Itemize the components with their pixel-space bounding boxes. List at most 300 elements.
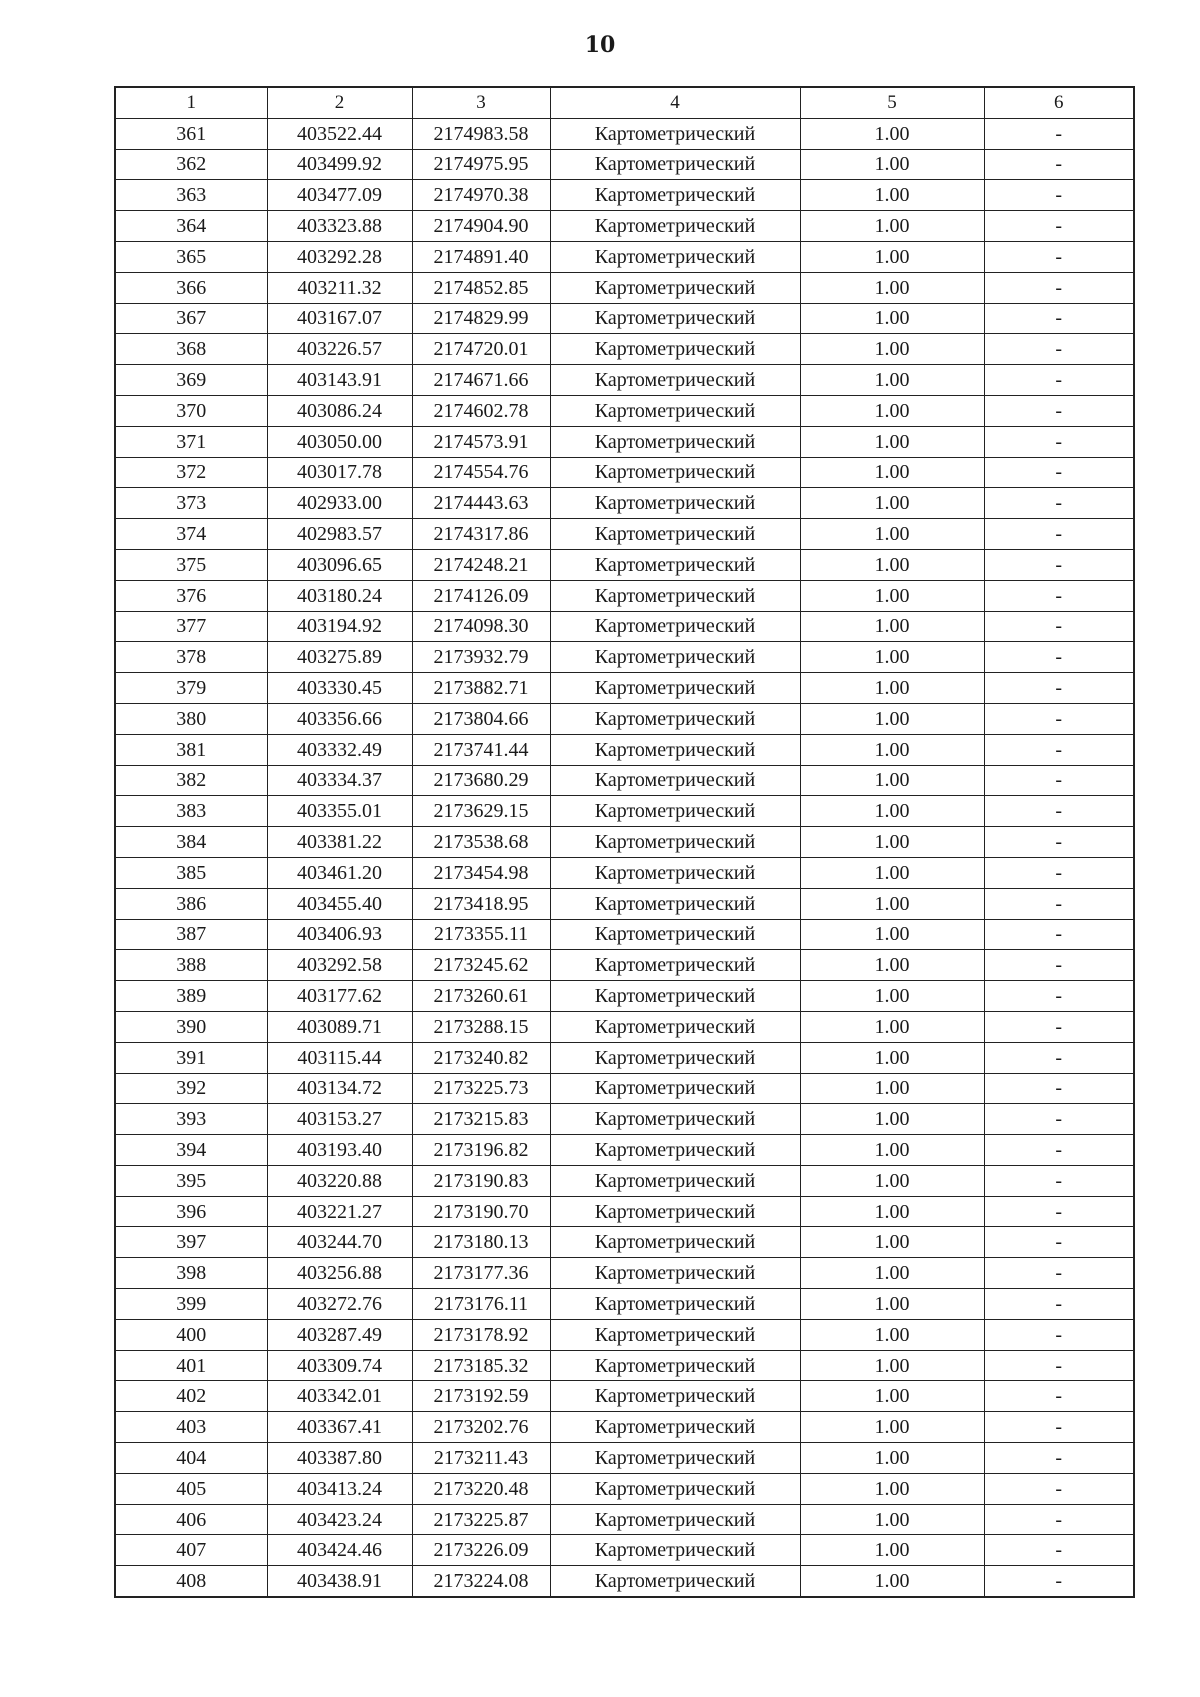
method-cell: Картометрический (550, 1535, 800, 1566)
method-cell: Картометрический (550, 796, 800, 827)
table-row (115, 919, 1134, 950)
table-row (115, 180, 1134, 211)
page-number: 10 (584, 32, 616, 58)
method-cell: Картометрический (550, 981, 800, 1012)
accuracy-cell: 1.00 (800, 1073, 984, 1104)
x-coordinate-cell: 403423.24 (267, 1504, 412, 1535)
y-coordinate-cell: 2173260.61 (412, 981, 550, 1012)
y-coordinate-cell: 2174573.91 (412, 426, 550, 457)
accuracy-cell: 1.00 (800, 919, 984, 950)
x-coordinate-cell: 403221.27 (267, 1196, 412, 1227)
y-coordinate-cell: 2174248.21 (412, 549, 550, 580)
y-coordinate-cell: 2173538.68 (412, 827, 550, 858)
y-coordinate-cell: 2173680.29 (412, 765, 550, 796)
x-coordinate-cell: 403096.65 (267, 549, 412, 580)
y-coordinate-cell: 2174443.63 (412, 488, 550, 519)
note-cell: - (984, 1227, 1134, 1258)
table-row (115, 1319, 1134, 1350)
point-number-cell: 372 (115, 457, 267, 488)
x-coordinate-cell: 403194.92 (267, 611, 412, 642)
accuracy-cell: 1.00 (800, 888, 984, 919)
point-number-cell: 399 (115, 1289, 267, 1320)
point-number-cell: 381 (115, 734, 267, 765)
y-coordinate-cell: 2173180.13 (412, 1227, 550, 1258)
y-coordinate-cell: 2173190.70 (412, 1196, 550, 1227)
table-row (115, 1443, 1134, 1474)
note-cell: - (984, 1504, 1134, 1535)
y-coordinate-cell: 2173225.87 (412, 1504, 550, 1535)
accuracy-cell: 1.00 (800, 1165, 984, 1196)
x-coordinate-cell: 403381.22 (267, 827, 412, 858)
x-coordinate-cell: 403413.24 (267, 1473, 412, 1504)
x-coordinate-cell: 403356.66 (267, 703, 412, 734)
column-header: 6 (984, 87, 1134, 118)
note-cell: - (984, 703, 1134, 734)
note-cell: - (984, 334, 1134, 365)
y-coordinate-cell: 2173178.92 (412, 1319, 550, 1350)
accuracy-cell: 1.00 (800, 580, 984, 611)
point-number-cell: 362 (115, 149, 267, 180)
table-row (115, 365, 1134, 396)
method-cell: Картометрический (550, 1504, 800, 1535)
y-coordinate-cell: 2174602.78 (412, 395, 550, 426)
x-coordinate-cell: 403153.27 (267, 1104, 412, 1135)
table-row (115, 1350, 1134, 1381)
accuracy-cell: 1.00 (800, 334, 984, 365)
y-coordinate-cell: 2173225.73 (412, 1073, 550, 1104)
x-coordinate-cell: 403180.24 (267, 580, 412, 611)
y-coordinate-cell: 2173804.66 (412, 703, 550, 734)
point-number-cell: 388 (115, 950, 267, 981)
accuracy-cell: 1.00 (800, 673, 984, 704)
x-coordinate-cell: 403017.78 (267, 457, 412, 488)
point-number-cell: 377 (115, 611, 267, 642)
point-number-cell: 375 (115, 549, 267, 580)
x-coordinate-cell: 403220.88 (267, 1165, 412, 1196)
y-coordinate-cell: 2173932.79 (412, 642, 550, 673)
point-number-cell: 366 (115, 272, 267, 303)
method-cell: Картометрический (550, 303, 800, 334)
y-coordinate-cell: 2174904.90 (412, 211, 550, 242)
accuracy-cell: 1.00 (800, 1443, 984, 1474)
method-cell: Картометрический (550, 1104, 800, 1135)
x-coordinate-cell: 403272.76 (267, 1289, 412, 1320)
table-row (115, 642, 1134, 673)
note-cell: - (984, 1443, 1134, 1474)
accuracy-cell: 1.00 (800, 1258, 984, 1289)
y-coordinate-cell: 2174891.40 (412, 241, 550, 272)
method-cell: Картометрический (550, 334, 800, 365)
accuracy-cell: 1.00 (800, 118, 984, 149)
method-cell: Картометрический (550, 1042, 800, 1073)
table-row (115, 1073, 1134, 1104)
accuracy-cell: 1.00 (800, 488, 984, 519)
note-cell: - (984, 1289, 1134, 1320)
method-cell: Картометрический (550, 1412, 800, 1443)
point-number-cell: 383 (115, 796, 267, 827)
note-cell: - (984, 1319, 1134, 1350)
method-cell: Картометрический (550, 1227, 800, 1258)
column-header: 5 (800, 87, 984, 118)
accuracy-cell: 1.00 (800, 981, 984, 1012)
accuracy-cell: 1.00 (800, 303, 984, 334)
point-number-cell: 394 (115, 1135, 267, 1166)
accuracy-cell: 1.00 (800, 857, 984, 888)
note-cell: - (984, 1258, 1134, 1289)
note-cell: - (984, 272, 1134, 303)
x-coordinate-cell: 403522.44 (267, 118, 412, 149)
y-coordinate-cell: 2174983.58 (412, 118, 550, 149)
method-cell: Картометрический (550, 642, 800, 673)
table-row (115, 1011, 1134, 1042)
x-coordinate-cell: 403167.07 (267, 303, 412, 334)
table-row (115, 1535, 1134, 1566)
method-cell: Картометрический (550, 457, 800, 488)
table-row (115, 981, 1134, 1012)
note-cell: - (984, 1535, 1134, 1566)
method-cell: Картометрический (550, 827, 800, 858)
y-coordinate-cell: 2174671.66 (412, 365, 550, 396)
note-cell: - (984, 1165, 1134, 1196)
point-number-cell: 378 (115, 642, 267, 673)
method-cell: Картометрический (550, 1566, 800, 1597)
table-row (115, 950, 1134, 981)
point-number-cell: 405 (115, 1473, 267, 1504)
x-coordinate-cell: 403323.88 (267, 211, 412, 242)
y-coordinate-cell: 2173240.82 (412, 1042, 550, 1073)
accuracy-cell: 1.00 (800, 642, 984, 673)
table-row (115, 703, 1134, 734)
method-cell: Картометрический (550, 1443, 800, 1474)
accuracy-cell: 1.00 (800, 950, 984, 981)
note-cell: - (984, 1042, 1134, 1073)
y-coordinate-cell: 2174829.99 (412, 303, 550, 334)
accuracy-cell: 1.00 (800, 1227, 984, 1258)
coordinates-table (114, 86, 1135, 1598)
y-coordinate-cell: 2174852.85 (412, 272, 550, 303)
x-coordinate-cell: 403292.28 (267, 241, 412, 272)
point-number-cell: 386 (115, 888, 267, 919)
accuracy-cell: 1.00 (800, 703, 984, 734)
accuracy-cell: 1.00 (800, 395, 984, 426)
method-cell: Картометрический (550, 1350, 800, 1381)
x-coordinate-cell: 403455.40 (267, 888, 412, 919)
note-cell: - (984, 950, 1134, 981)
method-cell: Картометрический (550, 549, 800, 580)
method-cell: Картометрический (550, 519, 800, 550)
method-cell: Картометрический (550, 1289, 800, 1320)
note-cell: - (984, 734, 1134, 765)
table-row (115, 549, 1134, 580)
x-coordinate-cell: 403275.89 (267, 642, 412, 673)
x-coordinate-cell: 403438.91 (267, 1566, 412, 1597)
x-coordinate-cell: 403499.92 (267, 149, 412, 180)
y-coordinate-cell: 2174720.01 (412, 334, 550, 365)
accuracy-cell: 1.00 (800, 1042, 984, 1073)
x-coordinate-cell: 403367.41 (267, 1412, 412, 1443)
note-cell: - (984, 457, 1134, 488)
point-number-cell: 387 (115, 919, 267, 950)
y-coordinate-cell: 2173418.95 (412, 888, 550, 919)
table-row (115, 1258, 1134, 1289)
method-cell: Картометрический (550, 611, 800, 642)
accuracy-cell: 1.00 (800, 426, 984, 457)
y-coordinate-cell: 2173288.15 (412, 1011, 550, 1042)
method-cell: Картометрический (550, 1196, 800, 1227)
x-coordinate-cell: 403256.88 (267, 1258, 412, 1289)
point-number-cell: 365 (115, 241, 267, 272)
note-cell: - (984, 580, 1134, 611)
method-cell: Картометрический (550, 1135, 800, 1166)
method-cell: Картометрический (550, 1073, 800, 1104)
table-row (115, 857, 1134, 888)
point-number-cell: 371 (115, 426, 267, 457)
x-coordinate-cell: 403226.57 (267, 334, 412, 365)
table-row (115, 457, 1134, 488)
x-coordinate-cell: 403086.24 (267, 395, 412, 426)
method-cell: Картометрический (550, 241, 800, 272)
x-coordinate-cell: 403334.37 (267, 765, 412, 796)
method-cell: Картометрический (550, 888, 800, 919)
y-coordinate-cell: 2173185.32 (412, 1350, 550, 1381)
method-cell: Картометрический (550, 950, 800, 981)
table-row (115, 1042, 1134, 1073)
point-number-cell: 364 (115, 211, 267, 242)
x-coordinate-cell: 403211.32 (267, 272, 412, 303)
accuracy-cell: 1.00 (800, 549, 984, 580)
note-cell: - (984, 180, 1134, 211)
note-cell: - (984, 796, 1134, 827)
point-number-cell: 397 (115, 1227, 267, 1258)
point-number-cell: 395 (115, 1165, 267, 1196)
column-header: 4 (550, 87, 800, 118)
table-body (115, 118, 1134, 1597)
table-row (115, 734, 1134, 765)
y-coordinate-cell: 2173192.59 (412, 1381, 550, 1412)
method-cell: Картометрический (550, 211, 800, 242)
table-row (115, 1412, 1134, 1443)
x-coordinate-cell: 403244.70 (267, 1227, 412, 1258)
method-cell: Картометрический (550, 272, 800, 303)
x-coordinate-cell: 403292.58 (267, 950, 412, 981)
table-row (115, 888, 1134, 919)
y-coordinate-cell: 2174098.30 (412, 611, 550, 642)
note-cell: - (984, 765, 1134, 796)
table-row (115, 673, 1134, 704)
table-row (115, 334, 1134, 365)
y-coordinate-cell: 2174554.76 (412, 457, 550, 488)
table-row (115, 1196, 1134, 1227)
note-cell: - (984, 888, 1134, 919)
accuracy-cell: 1.00 (800, 1011, 984, 1042)
note-cell: - (984, 1135, 1134, 1166)
note-cell: - (984, 1073, 1134, 1104)
point-number-cell: 401 (115, 1350, 267, 1381)
table-row (115, 827, 1134, 858)
note-cell: - (984, 1350, 1134, 1381)
accuracy-cell: 1.00 (800, 1135, 984, 1166)
method-cell: Картометрический (550, 765, 800, 796)
accuracy-cell: 1.00 (800, 519, 984, 550)
accuracy-cell: 1.00 (800, 1566, 984, 1597)
table-row (115, 211, 1134, 242)
y-coordinate-cell: 2173176.11 (412, 1289, 550, 1320)
table-row (115, 580, 1134, 611)
note-cell: - (984, 149, 1134, 180)
y-coordinate-cell: 2173882.71 (412, 673, 550, 704)
accuracy-cell: 1.00 (800, 796, 984, 827)
accuracy-cell: 1.00 (800, 180, 984, 211)
point-number-cell: 391 (115, 1042, 267, 1073)
accuracy-cell: 1.00 (800, 1504, 984, 1535)
method-cell: Картометрический (550, 580, 800, 611)
table-row (115, 1165, 1134, 1196)
y-coordinate-cell: 2173211.43 (412, 1443, 550, 1474)
y-coordinate-cell: 2173177.36 (412, 1258, 550, 1289)
point-number-cell: 407 (115, 1535, 267, 1566)
note-cell: - (984, 549, 1134, 580)
x-coordinate-cell: 403387.80 (267, 1443, 412, 1474)
point-number-cell: 380 (115, 703, 267, 734)
x-coordinate-cell: 403287.49 (267, 1319, 412, 1350)
table-row (115, 1135, 1134, 1166)
accuracy-cell: 1.00 (800, 457, 984, 488)
method-cell: Картометрический (550, 395, 800, 426)
table-row (115, 765, 1134, 796)
point-number-cell: 382 (115, 765, 267, 796)
note-cell: - (984, 426, 1134, 457)
y-coordinate-cell: 2173190.83 (412, 1165, 550, 1196)
point-number-cell: 363 (115, 180, 267, 211)
table-header-row (115, 87, 1134, 118)
method-cell: Картометрический (550, 1165, 800, 1196)
x-coordinate-cell: 403424.46 (267, 1535, 412, 1566)
note-cell: - (984, 1011, 1134, 1042)
x-coordinate-cell: 403089.71 (267, 1011, 412, 1042)
method-cell: Картометрический (550, 703, 800, 734)
method-cell: Картометрический (550, 734, 800, 765)
table-row (115, 611, 1134, 642)
y-coordinate-cell: 2174970.38 (412, 180, 550, 211)
method-cell: Картометрический (550, 426, 800, 457)
point-number-cell: 392 (115, 1073, 267, 1104)
note-cell: - (984, 673, 1134, 704)
x-coordinate-cell: 403193.40 (267, 1135, 412, 1166)
table-row (115, 426, 1134, 457)
point-number-cell: 404 (115, 1443, 267, 1474)
y-coordinate-cell: 2173215.83 (412, 1104, 550, 1135)
accuracy-cell: 1.00 (800, 827, 984, 858)
table-row (115, 118, 1134, 149)
accuracy-cell: 1.00 (800, 1289, 984, 1320)
accuracy-cell: 1.00 (800, 272, 984, 303)
table-row (115, 1227, 1134, 1258)
x-coordinate-cell: 403355.01 (267, 796, 412, 827)
point-number-cell: 361 (115, 118, 267, 149)
accuracy-cell: 1.00 (800, 1412, 984, 1443)
y-coordinate-cell: 2174317.86 (412, 519, 550, 550)
accuracy-cell: 1.00 (800, 611, 984, 642)
x-coordinate-cell: 403461.20 (267, 857, 412, 888)
method-cell: Картометрический (550, 118, 800, 149)
method-cell: Картометрический (550, 488, 800, 519)
accuracy-cell: 1.00 (800, 1196, 984, 1227)
accuracy-cell: 1.00 (800, 765, 984, 796)
y-coordinate-cell: 2173196.82 (412, 1135, 550, 1166)
note-cell: - (984, 519, 1134, 550)
accuracy-cell: 1.00 (800, 1381, 984, 1412)
point-number-cell: 389 (115, 981, 267, 1012)
x-coordinate-cell: 403134.72 (267, 1073, 412, 1104)
y-coordinate-cell: 2173629.15 (412, 796, 550, 827)
column-header: 3 (412, 87, 550, 118)
y-coordinate-cell: 2173220.48 (412, 1473, 550, 1504)
x-coordinate-cell: 403143.91 (267, 365, 412, 396)
point-number-cell: 398 (115, 1258, 267, 1289)
accuracy-cell: 1.00 (800, 1104, 984, 1135)
accuracy-cell: 1.00 (800, 1473, 984, 1504)
note-cell: - (984, 241, 1134, 272)
note-cell: - (984, 981, 1134, 1012)
point-number-cell: 374 (115, 519, 267, 550)
note-cell: - (984, 365, 1134, 396)
x-coordinate-cell: 403330.45 (267, 673, 412, 704)
note-cell: - (984, 1381, 1134, 1412)
point-number-cell: 367 (115, 303, 267, 334)
note-cell: - (984, 1196, 1134, 1227)
note-cell: - (984, 1104, 1134, 1135)
note-cell: - (984, 857, 1134, 888)
method-cell: Картометрический (550, 1258, 800, 1289)
accuracy-cell: 1.00 (800, 1319, 984, 1350)
method-cell: Картометрический (550, 1011, 800, 1042)
method-cell: Картометрический (550, 149, 800, 180)
note-cell: - (984, 488, 1134, 519)
table-row (115, 1566, 1134, 1597)
point-number-cell: 373 (115, 488, 267, 519)
table-row (115, 241, 1134, 272)
note-cell: - (984, 642, 1134, 673)
table-row (115, 519, 1134, 550)
accuracy-cell: 1.00 (800, 149, 984, 180)
x-coordinate-cell: 403177.62 (267, 981, 412, 1012)
y-coordinate-cell: 2174975.95 (412, 149, 550, 180)
note-cell: - (984, 827, 1134, 858)
note-cell: - (984, 1473, 1134, 1504)
accuracy-cell: 1.00 (800, 1350, 984, 1381)
y-coordinate-cell: 2173355.11 (412, 919, 550, 950)
method-cell: Картометрический (550, 180, 800, 211)
table-row (115, 303, 1134, 334)
y-coordinate-cell: 2173454.98 (412, 857, 550, 888)
y-coordinate-cell: 2173245.62 (412, 950, 550, 981)
y-coordinate-cell: 2173202.76 (412, 1412, 550, 1443)
accuracy-cell: 1.00 (800, 211, 984, 242)
x-coordinate-cell: 403342.01 (267, 1381, 412, 1412)
method-cell: Картометрический (550, 673, 800, 704)
x-coordinate-cell: 403309.74 (267, 1350, 412, 1381)
point-number-cell: 406 (115, 1504, 267, 1535)
point-number-cell: 400 (115, 1319, 267, 1350)
x-coordinate-cell: 403477.09 (267, 180, 412, 211)
point-number-cell: 368 (115, 334, 267, 365)
point-number-cell: 385 (115, 857, 267, 888)
note-cell: - (984, 395, 1134, 426)
point-number-cell: 396 (115, 1196, 267, 1227)
accuracy-cell: 1.00 (800, 734, 984, 765)
note-cell: - (984, 611, 1134, 642)
table-row (115, 1504, 1134, 1535)
